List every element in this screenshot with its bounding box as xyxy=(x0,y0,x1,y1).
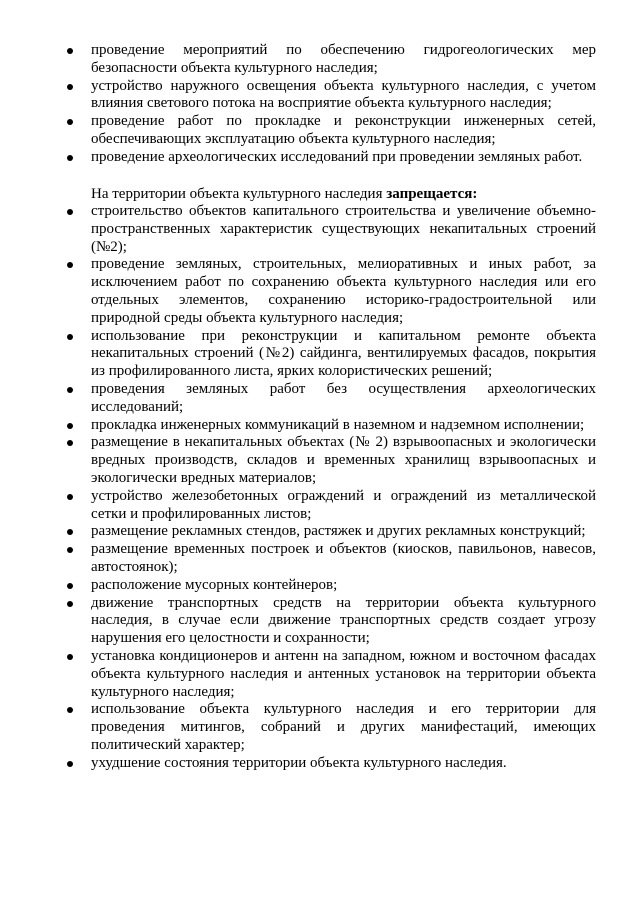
list-item xyxy=(66,78,596,114)
list-item xyxy=(66,328,596,381)
list-item xyxy=(66,381,596,417)
list-item xyxy=(66,755,596,773)
list-item xyxy=(66,577,596,595)
list-item xyxy=(66,417,596,435)
list-item-text: размещение временных построек и объектов (киосков, павильонов, навесов, автостоянок); xyxy=(91,541,596,575)
list-item-text: установка кондиционеров и антенн на западном, южном и восточном фасадах объекта культурного наследия и антенных установок на территории объекта культурного наследия; xyxy=(91,647,596,700)
bullet-icon xyxy=(67,48,73,54)
bullet-icon xyxy=(67,440,73,446)
bullet-icon xyxy=(67,155,73,161)
list-item xyxy=(66,203,596,256)
prohibited-intro xyxy=(66,186,596,204)
bullet-icon xyxy=(67,601,73,607)
list-item-text: расположение мусорных контейнеров; xyxy=(91,576,338,593)
bullet-icon xyxy=(67,423,73,429)
list-item-text: устройство наружного освещения объекта культурного наследия, с учетом влияния светового потока на восприятие объекта культурного наследия; xyxy=(91,77,596,112)
bullet-icon xyxy=(67,209,73,215)
list-item xyxy=(66,113,596,149)
bullet-icon xyxy=(67,119,73,125)
list-item xyxy=(66,488,596,524)
list-item-text: использование объекта культурного наследия и его территории для проведения митингов, собраний и других манифестаций, имеющих политический характер; xyxy=(91,701,596,753)
permitted-works-list xyxy=(66,42,596,167)
list-item xyxy=(66,595,596,648)
list-item-text: размещение в некапитальных объектах (№ 2) взрывоопасных и экологически вредных производств, складов и временных хранилищ взрывоопасных и экологически вредных материалов; xyxy=(91,434,596,486)
list-item xyxy=(66,256,596,327)
list-item-text: проведение мероприятий по обеспечению гидрогеологических мер безопасности объекта культурного наследия; xyxy=(91,42,596,76)
bullet-icon xyxy=(67,387,73,393)
bullet-icon xyxy=(67,84,73,90)
bullet-icon xyxy=(67,707,73,713)
bullet-icon xyxy=(67,654,73,660)
list-item-text: устройство железобетонных ограждений и ограждений из металлической сетки и профилированных листов; xyxy=(91,487,596,522)
bullet-icon xyxy=(67,529,73,535)
bullet-icon xyxy=(67,262,73,268)
list-item-text: проведение археологических исследований при проведении земляных работ. xyxy=(91,148,583,165)
bullet-icon xyxy=(67,334,73,340)
list-item-text: строительство объектов капитального строительства и увеличение объемно-пространственных характеристик существующих некапитальных строений (№2); xyxy=(91,203,596,255)
bullet-icon xyxy=(67,583,73,589)
list-item xyxy=(66,523,596,541)
list-item-text: ухудшение состояния территории объекта культурного наследия. xyxy=(91,754,507,771)
list-item xyxy=(66,42,596,78)
prohibited-works-list xyxy=(66,203,596,773)
list-item-text: прокладка инженерных коммуникаций в наземном и надземном исполнении; xyxy=(91,416,585,433)
bullet-icon xyxy=(67,761,73,767)
list-item-text: движение транспортных средств на территории объекта культурного наследия, в случае если движение транспортных средств создает угрозу нарушения его целостности и сохранности; xyxy=(91,594,596,647)
list-item xyxy=(66,648,596,701)
list-item-text: проведение работ по прокладке и реконструкции инженерных сетей, обеспечивающих эксплуатацию объекта культурного наследия; xyxy=(91,113,596,147)
list-item-text: проведения земляных работ без осуществления археологических исследований; xyxy=(91,380,596,415)
list-item xyxy=(66,701,596,754)
intro-bold: запрещается: xyxy=(386,186,478,202)
list-item-text: проведение земляных, строительных, мелиоративных и иных работ, за исключением работ по сохранению объекта культурного наследия или его отдельных элементов, сохранению историко-градостроительной или природной среды объекта культурного наследия; xyxy=(91,256,596,326)
intro-text: На территории объекта культурного наследия xyxy=(91,186,387,202)
list-item xyxy=(66,541,596,577)
list-item-text: размещение рекламных стендов, растяжек и других рекламных конструкций; xyxy=(91,523,586,540)
bullet-icon xyxy=(67,494,73,500)
bullet-icon xyxy=(67,547,73,553)
list-item xyxy=(66,149,596,167)
list-item-text: использование при реконструкции и капитальном ремонте объекта некапитальных строений (№2) сайдинга, вентилируемых фасадов, покрытия из профилированного листа, ярких колористических решений; xyxy=(91,327,596,380)
list-item xyxy=(66,434,596,487)
